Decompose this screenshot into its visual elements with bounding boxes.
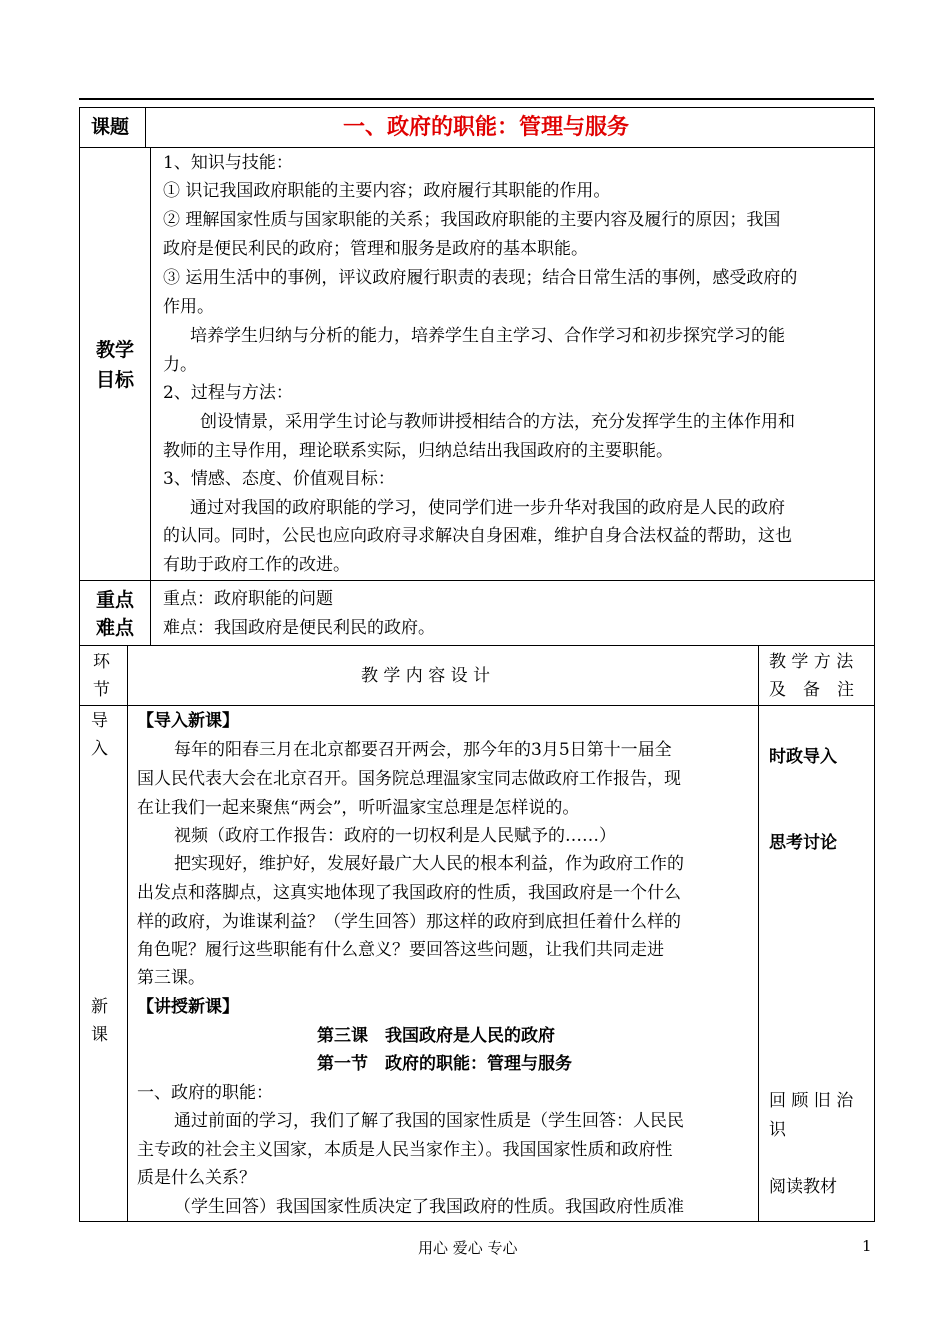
page-number: 1 bbox=[862, 1237, 872, 1255]
keypoints-label: 重点 bbox=[96, 589, 135, 611]
objective-line: 创设情景，采用学生讨论与教师讲授相结合的方法，充分发挥学生的主体作用和 bbox=[200, 412, 795, 432]
content-line: 一、政府的职能： bbox=[137, 1083, 273, 1103]
content-line: 质是什么关系？ bbox=[137, 1168, 256, 1188]
content-line: 主专政的社会主义国家，本质是人民当家作主）。我国国家性质和政府性 bbox=[137, 1140, 673, 1160]
row-divider-3 bbox=[79, 645, 875, 646]
new-lesson-heading: 【讲授新课】 bbox=[137, 997, 239, 1017]
objective-line: 教师的主导作用，理论联系实际，归纳总结出我国政府的主要职能。 bbox=[163, 441, 673, 461]
objective-line: 作用。 bbox=[163, 297, 214, 317]
col-divider-label bbox=[150, 147, 151, 645]
note-current-affairs: 时政导入 bbox=[769, 747, 837, 767]
col-divider-stage bbox=[127, 645, 128, 1222]
objective-line: 通过对我国的政府职能的学习，使同学们进一步升华对我国的政府是人民的政府 bbox=[190, 498, 785, 518]
keypoint-line: 重点：政府职能的问题 bbox=[163, 589, 333, 609]
stage-new-label: 新 bbox=[91, 997, 108, 1017]
objective-line: ① 识记我国政府职能的主要内容；政府履行其职能的作用。 bbox=[163, 181, 611, 201]
objective-line: 政府是便民利民的政府；管理和服务是政府的基本职能。 bbox=[163, 239, 588, 259]
notes-column-header: 及 备 注 bbox=[769, 680, 854, 700]
footer-motto: 用心 爱心 专心 bbox=[418, 1239, 518, 1257]
content-line: 每年的阳春三月在北京都要召开两会，那今年的3月5日第十一届全 bbox=[174, 740, 672, 760]
content-line: 样的政府，为谁谋利益？（学生回答）那这样的政府到底担任着什么样的 bbox=[137, 912, 681, 932]
stage-column-header: 环 bbox=[93, 652, 110, 672]
stage-new-label: 课 bbox=[91, 1025, 108, 1045]
content-line: （学生回答）我国国家性质决定了我国政府的性质。我国政府性质准 bbox=[174, 1197, 684, 1217]
content-line: 通过前面的学习，我们了解了我国的国家性质是（学生回答：人民民 bbox=[174, 1111, 684, 1131]
col-divider-label bbox=[145, 107, 146, 147]
lesson-title: 第三课 我国政府是人民的政府 bbox=[317, 1026, 555, 1046]
content-line: 出发点和落脚点，这真实地体现了我国政府的性质，我国政府是一个什么 bbox=[137, 883, 681, 903]
stage-intro-label: 入 bbox=[91, 739, 108, 759]
stage-intro-label: 导 bbox=[91, 711, 108, 731]
objectives-label: 教学 bbox=[96, 339, 135, 361]
note-discussion: 思考讨论 bbox=[769, 833, 837, 853]
note-review: 识 bbox=[769, 1120, 786, 1140]
row-divider-1 bbox=[79, 147, 875, 148]
header-rule bbox=[79, 98, 874, 100]
objective-line: 1、知识与技能： bbox=[163, 153, 293, 173]
objective-line: 的认同。同时，公民也应向政府寻求解决自身困难，维护自身合法权益的帮助，这也 bbox=[163, 526, 792, 546]
content-line: 把实现好，维护好，发展好最广大人民的根本利益，作为政府工作的 bbox=[174, 854, 684, 874]
objectives-label: 目标 bbox=[96, 369, 135, 391]
objective-line: 培养学生归纳与分析的能力，培养学生自主学习、合作学习和初步探究学习的能 bbox=[190, 326, 785, 346]
section-title: 第一节 政府的职能：管理与服务 bbox=[317, 1054, 572, 1074]
content-line: 角色呢？履行这些职能有什么意义？要回答这些问题，让我们共同走进 bbox=[137, 940, 664, 960]
content-line: 第三课。 bbox=[137, 968, 205, 988]
objective-line: 2、过程与方法： bbox=[163, 383, 293, 403]
objective-line: 3、情感、态度、价值观目标： bbox=[163, 469, 395, 489]
objective-line: ② 理解国家性质与国家职能的关系；我国政府职能的主要内容及履行的原因；我国 bbox=[163, 210, 781, 230]
topic-label: 课题 bbox=[91, 116, 130, 138]
note-review: 回 顾 旧 治 bbox=[769, 1091, 854, 1111]
objective-line: 有助于政府工作的改进。 bbox=[163, 555, 350, 575]
content-line: 国人民代表大会在北京召开。国务院总理温家宝同志做政府工作报告，现 bbox=[137, 769, 681, 789]
objective-line: 力。 bbox=[163, 355, 197, 375]
stage-column-header: 节 bbox=[93, 680, 110, 700]
objective-line: ③ 运用生活中的事例，评议政府履行职责的表现；结合日常生活的事例，感受政府的 bbox=[163, 268, 798, 288]
content-line: 视频（政府工作报告：政府的一切权利是人民赋予的……） bbox=[174, 826, 616, 846]
note-read-textbook: 阅读教材 bbox=[769, 1177, 837, 1197]
intro-heading: 【导入新课】 bbox=[137, 711, 239, 731]
keypoint-line: 难点：我国政府是便民利民的政府。 bbox=[163, 618, 435, 638]
row-divider-4 bbox=[79, 705, 875, 706]
row-divider-2 bbox=[79, 580, 875, 581]
keypoints-label: 难点 bbox=[96, 617, 135, 639]
content-column-header: 教 学 内 容 设 计 bbox=[361, 666, 491, 686]
notes-column-header: 教 学 方 法 bbox=[769, 652, 854, 672]
page-title: 一、政府的职能：管理与服务 bbox=[343, 114, 630, 140]
content-line: 在让我们一起来聚焦“两会”，听听温家宝总理是怎样说的。 bbox=[137, 798, 580, 818]
col-divider-notes bbox=[758, 645, 759, 1222]
